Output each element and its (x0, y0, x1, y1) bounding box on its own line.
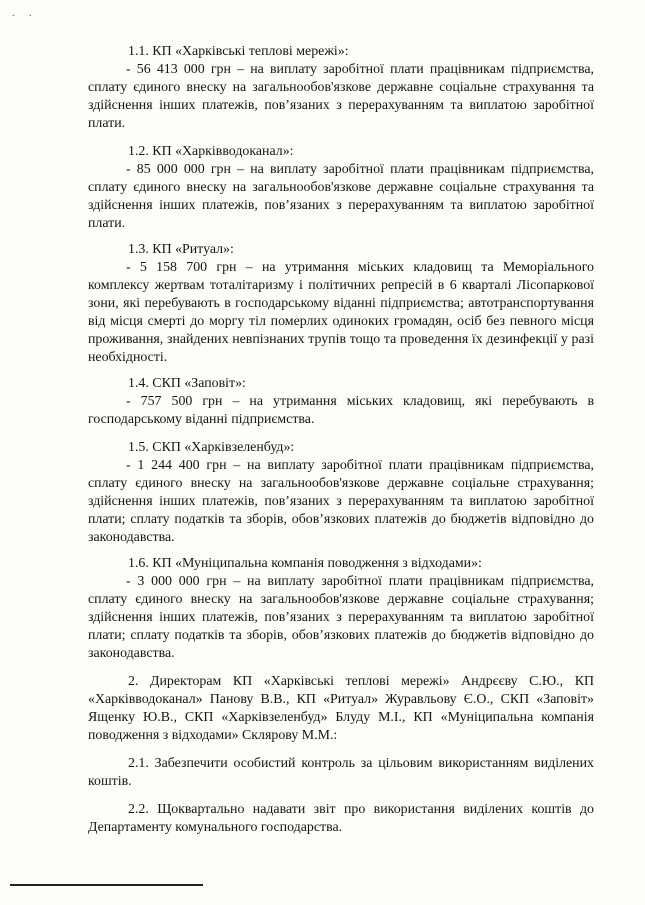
footer-divider (10, 884, 203, 886)
section-1-2 (88, 143, 594, 233)
paragraph-2-2: 2.2. Щоквартально надавати звіт про використання виділених коштів до Департаменту комунального господарства. (88, 802, 594, 835)
section-body: - 85 000 000 грн – на виплату заробітної плати працівникам підприємства, сплату єдиного внеску на загальнообов'язкове державне соціальне страхування та здійснення інших платежів, пов’язаних з перерахуванням та виплатою заробітної плати. (88, 162, 594, 231)
section-body: - 5 158 700 грн – на утримання міських кладовищ та Меморіального комплексу жертвам тоталітаризму і політичних репресій в 6 кварталі Лісопаркової зони, які перебувають в господарському віданні підприємства; автотранспортування від місця смерті до моргу тіл померлих одиноких громадян, осіб без певного місця проживання, знайдених невпізнаних трупів тощо та проведення їх дезинфекції у разі необхідності. (88, 260, 594, 365)
section-heading: 1.2. КП «Харківводоканал»: (128, 144, 294, 159)
section-body: - 757 500 грн – на утримання міських кладовищ, які перебувають в господарському віданні підприємства. (88, 394, 594, 427)
section-heading: 1.5. СКП «Харківзеленбуд»: (128, 440, 295, 455)
section-heading: 1.3. КП «Ритуал»: (128, 242, 234, 257)
paragraph-2: 2. Директорам КП «Харківські теплові мережі» Андрєєву С.Ю., КП «Харківводоканал» Панову В.В., КП «Ритуал» Журавльову Є.О., СКП «Заповіт» Ященку Ю.В., СКП «Харківзеленбуд» Блуду М.І., КП «Муніципальна компанія поводження з відходами» Склярову М.М.: (88, 674, 594, 743)
section-heading: 1.4. СКП «Заповіт»: (128, 376, 246, 391)
section-body: - 3 000 000 грн – на виплату заробітної плати працівникам підприємства, сплату єдиного внеску на загальнообов'язкове державне соціальне страхування; здійснення інших платежів, пов’язаних з перерахуванням та виплатою заробітної плати; сплату податків та зборів, обов’язкових платежів до бюджетів відповідно до законодавства. (88, 574, 594, 661)
section-1-6 (88, 555, 594, 663)
paragraph-2-1: 2.1. Забезпечити особистий контроль за цільовим використанням виділених коштів. (88, 756, 594, 789)
section-body: - 1 244 400 грн – на виплату заробітної плати працівникам підприємства, сплату єдиного внеску на загальнообов'язкове державне соціальне страхування; здійснення інших платежів, пов’язаних з перерахуванням та виплатою заробітної плати; сплату податків та зборів, обов’язкових платежів до бюджетів відповідно до законодавства. (88, 458, 594, 545)
section-heading: 1.1. КП «Харківські теплові мережі»: (128, 44, 349, 59)
section-heading: 1.6. КП «Муніципальна компанія поводження з відходами»: (128, 556, 482, 571)
page-marks: . . (12, 8, 38, 19)
section-body: - 56 413 000 грн – на виплату заробітної плати працівникам підприємства, сплату єдиного внеску на загальнообов'язкове державне соціальне страхування та здійснення інших платежів, пов’язаних з перерахуванням та виплатою заробітної плати. (88, 62, 594, 131)
section-1-5 (88, 439, 594, 547)
section-1-3 (88, 241, 594, 367)
section-1-4 (88, 375, 594, 429)
section-1-1 (88, 43, 594, 133)
